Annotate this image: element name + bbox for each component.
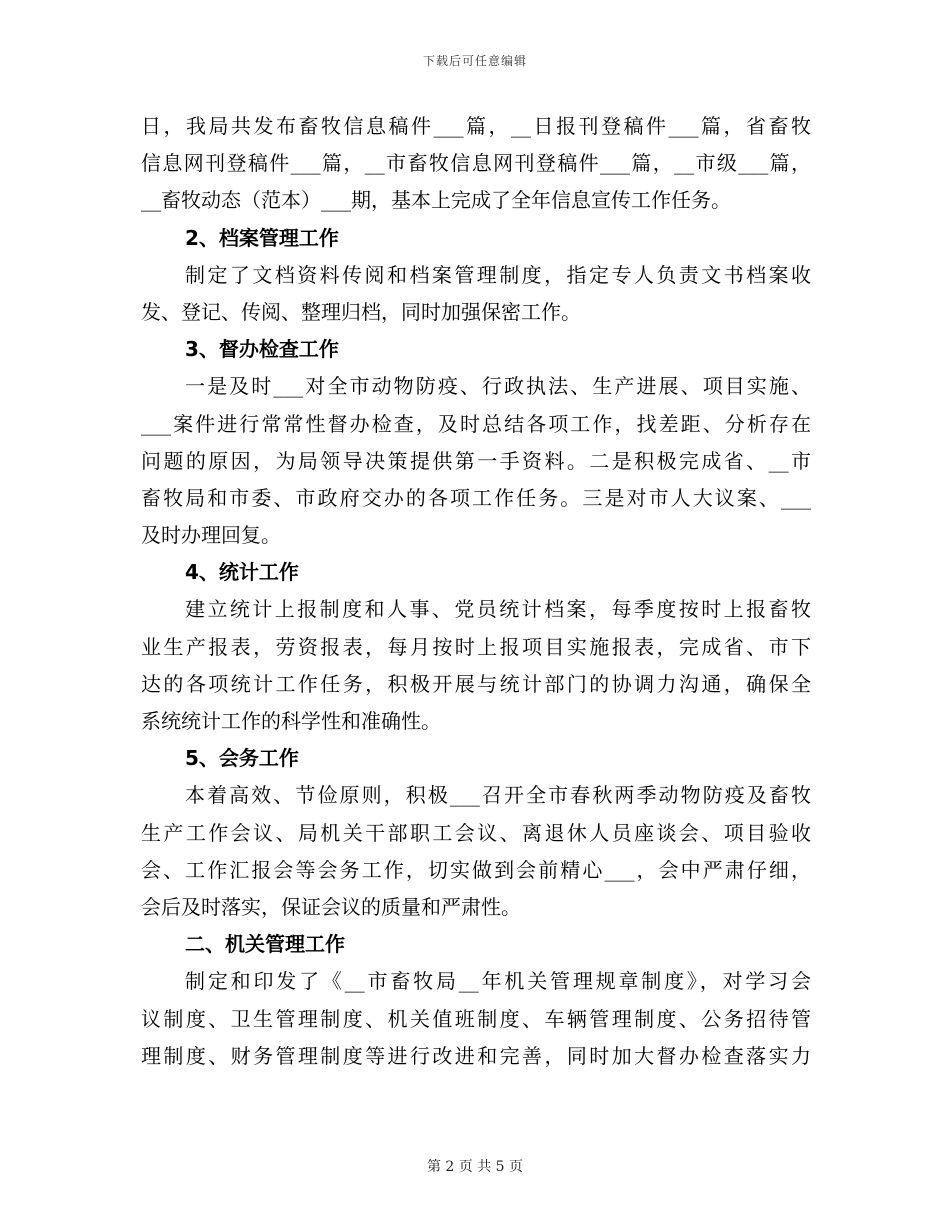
body-line: 一是及时___对全市动物防疫、行政执法、生产进展、项目实施、 bbox=[185, 374, 811, 399]
body-line: 制定了文档资料传阅和档案管理制度，指定专人负责文书档案收 bbox=[185, 262, 811, 287]
body-line: 制定和印发了《__市畜牧局__年机关管理规章制度》，对学习会 bbox=[185, 969, 811, 994]
body-line: 达的各项统计工作任务，积极开展与统计部门的协调力沟通，确保全 bbox=[141, 671, 811, 696]
body-line: 议制度、卫生管理制度、机关值班制度、车辆管理制度、公务招待管 bbox=[141, 1006, 811, 1031]
body-line: 本着高效、节俭原则，积极___召开全市春秋两季动物防疫及畜牧 bbox=[185, 783, 811, 808]
body-line: 系统统计工作的科学性和准确性。 bbox=[141, 709, 441, 733]
body-line: 会、工作汇报会等会务工作，切实做到会前精心___，会中严肃仔细， bbox=[141, 857, 811, 882]
section-heading: 5、会务工作 bbox=[185, 746, 299, 771]
body-line: __畜牧动态（范本）___期，基本上完成了全年信息宣传工作任务。 bbox=[141, 188, 731, 213]
body-line: 生产工作会议、局机关干部职工会议、离退休人员座谈会、项目验收 bbox=[141, 820, 811, 845]
page-header: 下载后可任意编辑 bbox=[422, 54, 527, 68]
body-line: 理制度、财务管理制度等进行改进和完善，同时加大督办检查落实力 bbox=[141, 1043, 811, 1068]
body-line: 问题的原因，为局领导决策提供第一手资料。二是积极完成省、__市 bbox=[141, 448, 811, 473]
body-line: 会后及时落实，保证会议的质量和严肃性。 bbox=[141, 894, 521, 919]
section-heading: 4、统计工作 bbox=[185, 560, 299, 585]
section-heading: 2、档案管理工作 bbox=[185, 225, 339, 250]
body-line: 建立统计上报制度和人事、党员统计档案，每季度按时上报畜牧 bbox=[185, 597, 811, 622]
body-line: 业生产报表，劳资报表，每月按时上报项目实施报表，完成省、市下 bbox=[141, 634, 811, 659]
body-line: 信息网刊登稿件___篇，__市畜牧信息网刊登稿件___篇，__市级___篇， bbox=[141, 151, 811, 176]
body-line: 日，我局共发布畜牧信息稿件___篇，__日报刊登稿件___篇，省畜牧 bbox=[141, 114, 811, 138]
section-heading: 二、机关管理工作 bbox=[185, 932, 345, 957]
document-body bbox=[141, 108, 811, 1075]
body-line: 畜牧局和市委、市政府交办的各项工作任务。三是对市人大议案、___ bbox=[141, 485, 811, 510]
body-line: 及时办理回复。 bbox=[141, 523, 281, 548]
page-footer: 第 2 页 共 5 页 bbox=[426, 1159, 524, 1175]
body-line: 发、登记、传阅、整理归档，同时加强保密工作。 bbox=[141, 299, 581, 324]
section-heading: 3、督办检查工作 bbox=[185, 337, 339, 362]
body-line: ___案件进行常常性督办检查，及时总结各项工作，找差距、分析存在 bbox=[141, 411, 811, 436]
